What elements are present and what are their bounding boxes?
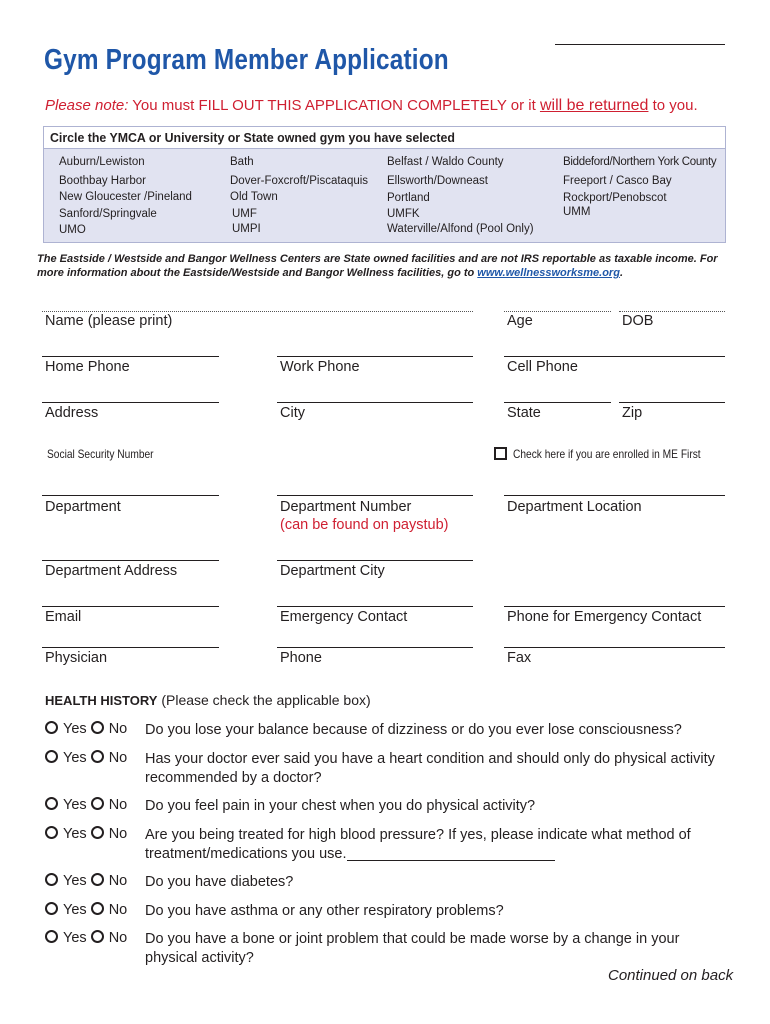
state-line[interactable] bbox=[504, 402, 611, 403]
me-first-label: Check here if you are enrolled in ME First bbox=[513, 447, 701, 461]
department-number-label: Department Number bbox=[280, 499, 412, 515]
ssn-label: Social Security Number bbox=[47, 447, 154, 461]
question-line: Do you have a bone or joint problem that could be made worse by a change in your bbox=[145, 931, 680, 947]
age-label: Age bbox=[507, 313, 533, 329]
gym-option[interactable]: UMPI bbox=[232, 223, 261, 235]
department-location-line[interactable] bbox=[504, 495, 725, 496]
note-middle: You must FILL OUT THIS APPLICATION COMPLETELY or it bbox=[128, 97, 540, 114]
no-radio-icon[interactable] bbox=[91, 930, 104, 943]
address-label: Address bbox=[45, 405, 99, 421]
gym-option[interactable]: Old Town bbox=[230, 191, 278, 203]
physician-line[interactable] bbox=[42, 647, 219, 648]
fax-label: Fax bbox=[507, 650, 532, 666]
city-label: City bbox=[280, 405, 305, 421]
fax-line[interactable] bbox=[504, 647, 725, 648]
phone-line[interactable] bbox=[277, 647, 473, 648]
yes-label: Yes bbox=[63, 826, 87, 842]
home-phone-line[interactable] bbox=[42, 356, 219, 357]
yes-label: Yes bbox=[63, 797, 87, 813]
note-returned: will be returned bbox=[539, 97, 649, 114]
yes-no-options bbox=[45, 797, 127, 813]
question-line: Do you have diabetes? bbox=[145, 874, 294, 890]
gym-option[interactable]: UMO bbox=[59, 224, 86, 236]
yes-label: Yes bbox=[63, 902, 87, 918]
address-line[interactable] bbox=[42, 402, 219, 403]
yes-radio-icon[interactable] bbox=[45, 721, 58, 734]
gym-option[interactable]: Auburn/Lewiston bbox=[59, 156, 145, 168]
yes-label: Yes bbox=[63, 750, 87, 766]
yes-option[interactable] bbox=[45, 902, 87, 918]
age-line[interactable] bbox=[504, 311, 611, 312]
yes-option[interactable] bbox=[45, 797, 87, 813]
department-location-label: Department Location bbox=[507, 499, 642, 515]
no-radio-icon[interactable] bbox=[91, 826, 104, 839]
health-question bbox=[145, 873, 293, 892]
note-suffix: to you. bbox=[648, 97, 698, 114]
gym-option[interactable]: Rockport/Penobscot bbox=[563, 192, 667, 204]
department-address-line[interactable] bbox=[42, 560, 219, 561]
department-number-hint: (can be found on paystub) bbox=[280, 517, 449, 533]
health-question bbox=[145, 930, 679, 968]
question-line: recommended by a doctor? bbox=[145, 770, 322, 786]
yes-radio-icon[interactable] bbox=[45, 750, 58, 763]
department-line[interactable] bbox=[42, 495, 219, 496]
emergency-phone-label: Phone for Emergency Contact bbox=[507, 609, 702, 625]
yes-no-options bbox=[45, 721, 127, 737]
gym-option[interactable]: Boothbay Harbor bbox=[59, 175, 146, 187]
gym-option[interactable]: Dover-Foxcroft/Piscataquis bbox=[230, 175, 369, 187]
gym-selection-header bbox=[44, 127, 725, 149]
gym-option[interactable]: Biddeford/Northern York County bbox=[563, 156, 717, 168]
health-history-title: HEALTH HISTORY bbox=[45, 693, 158, 708]
name-label: Name (please print) bbox=[45, 313, 173, 329]
department-number-line[interactable] bbox=[277, 495, 473, 496]
health-question bbox=[145, 902, 504, 921]
gym-option[interactable]: UMM bbox=[563, 206, 591, 218]
dob-label: DOB bbox=[622, 313, 654, 329]
health-question bbox=[145, 721, 682, 740]
disclaimer-text: The Eastside / Westside and Bangor Wellness Centers are State owned facilities and are not IRS reportable as taxable income. For more information about the Eastside/Westside and Bangor Wellness facilities, go to bbox=[37, 253, 718, 279]
no-label: No bbox=[108, 873, 128, 889]
no-radio-icon[interactable] bbox=[91, 750, 104, 763]
email-label: Email bbox=[45, 609, 82, 625]
yes-label: Yes bbox=[63, 873, 87, 889]
yes-radio-icon[interactable] bbox=[45, 902, 58, 915]
dob-line[interactable] bbox=[619, 311, 725, 312]
question-line: Do you feel pain in your chest when you do physical activity? bbox=[145, 798, 536, 814]
yes-option[interactable] bbox=[45, 750, 87, 766]
no-radio-icon[interactable] bbox=[91, 873, 104, 886]
no-option[interactable] bbox=[91, 930, 128, 946]
continued-on-back: Continued on back bbox=[608, 967, 734, 984]
me-first-checkbox[interactable] bbox=[494, 447, 507, 460]
gym-option[interactable]: UMFK bbox=[387, 208, 420, 220]
treatment-blank[interactable] bbox=[347, 847, 555, 861]
home-phone-label: Home Phone bbox=[45, 359, 130, 375]
health-history-instruction: (Please check the applicable box) bbox=[157, 692, 371, 708]
no-label: No bbox=[108, 721, 128, 737]
gym-option[interactable]: Bath bbox=[230, 156, 254, 168]
state-label: State bbox=[507, 405, 541, 421]
no-option[interactable] bbox=[91, 902, 128, 918]
no-label: No bbox=[108, 930, 128, 946]
no-label: No bbox=[108, 902, 128, 918]
health-question bbox=[145, 826, 691, 864]
health-question bbox=[145, 797, 535, 816]
corner-line bbox=[555, 44, 725, 45]
yes-no-options bbox=[45, 826, 127, 842]
department-city-line[interactable] bbox=[277, 560, 473, 561]
question-line: physical activity? bbox=[145, 950, 254, 966]
wellness-disclaimer bbox=[37, 252, 737, 280]
cell-phone-line[interactable] bbox=[504, 356, 725, 357]
yes-radio-icon[interactable] bbox=[45, 797, 58, 810]
email-line[interactable] bbox=[42, 606, 219, 607]
gym-option[interactable]: New Gloucester /Pineland bbox=[59, 191, 192, 203]
wellness-link[interactable]: www.wellnessworksme.org bbox=[477, 267, 620, 279]
question-line: Do you lose your balance because of dizziness or do you ever lose consciousness? bbox=[145, 722, 682, 738]
cell-phone-label: Cell Phone bbox=[507, 359, 578, 375]
gym-selection-box bbox=[43, 126, 726, 243]
no-label: No bbox=[108, 797, 128, 813]
name-line[interactable] bbox=[42, 311, 473, 312]
department-address-label: Department Address bbox=[45, 563, 178, 579]
no-label: No bbox=[108, 750, 128, 766]
yes-no-options bbox=[45, 873, 127, 889]
completion-note bbox=[45, 97, 698, 115]
health-question bbox=[145, 750, 715, 788]
emergency-contact-line[interactable] bbox=[277, 606, 473, 607]
zip-label: Zip bbox=[622, 405, 643, 421]
no-label: No bbox=[108, 826, 128, 842]
no-option[interactable] bbox=[91, 797, 128, 813]
gym-option[interactable]: Belfast / Waldo County bbox=[387, 156, 504, 168]
yes-no-options bbox=[45, 930, 127, 946]
work-phone-label: Work Phone bbox=[280, 359, 360, 375]
disclaimer-end: . bbox=[619, 267, 623, 279]
no-option[interactable] bbox=[91, 750, 128, 766]
yes-label: Yes bbox=[63, 930, 87, 946]
gym-option[interactable]: Ellsworth/Downeast bbox=[387, 175, 488, 187]
yes-option[interactable] bbox=[45, 873, 87, 889]
yes-option[interactable] bbox=[45, 826, 87, 842]
gym-option[interactable]: Portland bbox=[387, 192, 430, 204]
yes-option[interactable] bbox=[45, 930, 87, 946]
no-radio-icon[interactable] bbox=[91, 797, 104, 810]
note-prefix: Please note: bbox=[45, 97, 129, 114]
no-radio-icon[interactable] bbox=[91, 902, 104, 915]
no-option[interactable] bbox=[91, 721, 128, 737]
yes-option[interactable] bbox=[45, 721, 87, 737]
zip-line[interactable] bbox=[619, 402, 725, 403]
question-line: Has your doctor ever said you have a heart condition and should only do physical activity bbox=[145, 751, 715, 767]
emergency-phone-line[interactable] bbox=[504, 606, 725, 607]
city-line[interactable] bbox=[277, 402, 473, 403]
gym-selection-title: Circle the YMCA or University or State owned gym you have selected bbox=[50, 130, 455, 145]
health-history-heading bbox=[45, 692, 371, 708]
yes-radio-icon[interactable] bbox=[45, 826, 58, 839]
gym-option[interactable]: UMF bbox=[232, 208, 257, 220]
no-option[interactable] bbox=[91, 826, 128, 842]
department-label: Department bbox=[45, 499, 121, 515]
department-city-label: Department City bbox=[280, 563, 385, 579]
question-line: Do you have asthma or any other respiratory problems? bbox=[145, 903, 504, 919]
yes-no-options bbox=[45, 750, 127, 766]
yes-label: Yes bbox=[63, 721, 87, 737]
question-line: Are you being treated for high blood pressure? If yes, please indicate what method of bbox=[145, 827, 691, 843]
yes-radio-icon[interactable] bbox=[45, 930, 58, 943]
yes-no-options bbox=[45, 902, 127, 918]
question-line: treatment/medications you use. bbox=[145, 846, 347, 862]
gym-option[interactable]: Waterville/Alfond (Pool Only) bbox=[387, 223, 534, 235]
gym-option[interactable]: Freeport / Casco Bay bbox=[563, 175, 672, 187]
no-option[interactable] bbox=[91, 873, 128, 889]
phone-label: Phone bbox=[280, 650, 322, 666]
emergency-contact-label: Emergency Contact bbox=[280, 609, 408, 625]
work-phone-line[interactable] bbox=[277, 356, 473, 357]
no-radio-icon[interactable] bbox=[91, 721, 104, 734]
gym-option[interactable]: Sanford/Springvale bbox=[59, 208, 157, 220]
question-line-with-blank bbox=[145, 845, 691, 864]
physician-label: Physician bbox=[45, 650, 108, 666]
yes-radio-icon[interactable] bbox=[45, 873, 58, 886]
form-title: Gym Program Member Application bbox=[44, 44, 449, 76]
